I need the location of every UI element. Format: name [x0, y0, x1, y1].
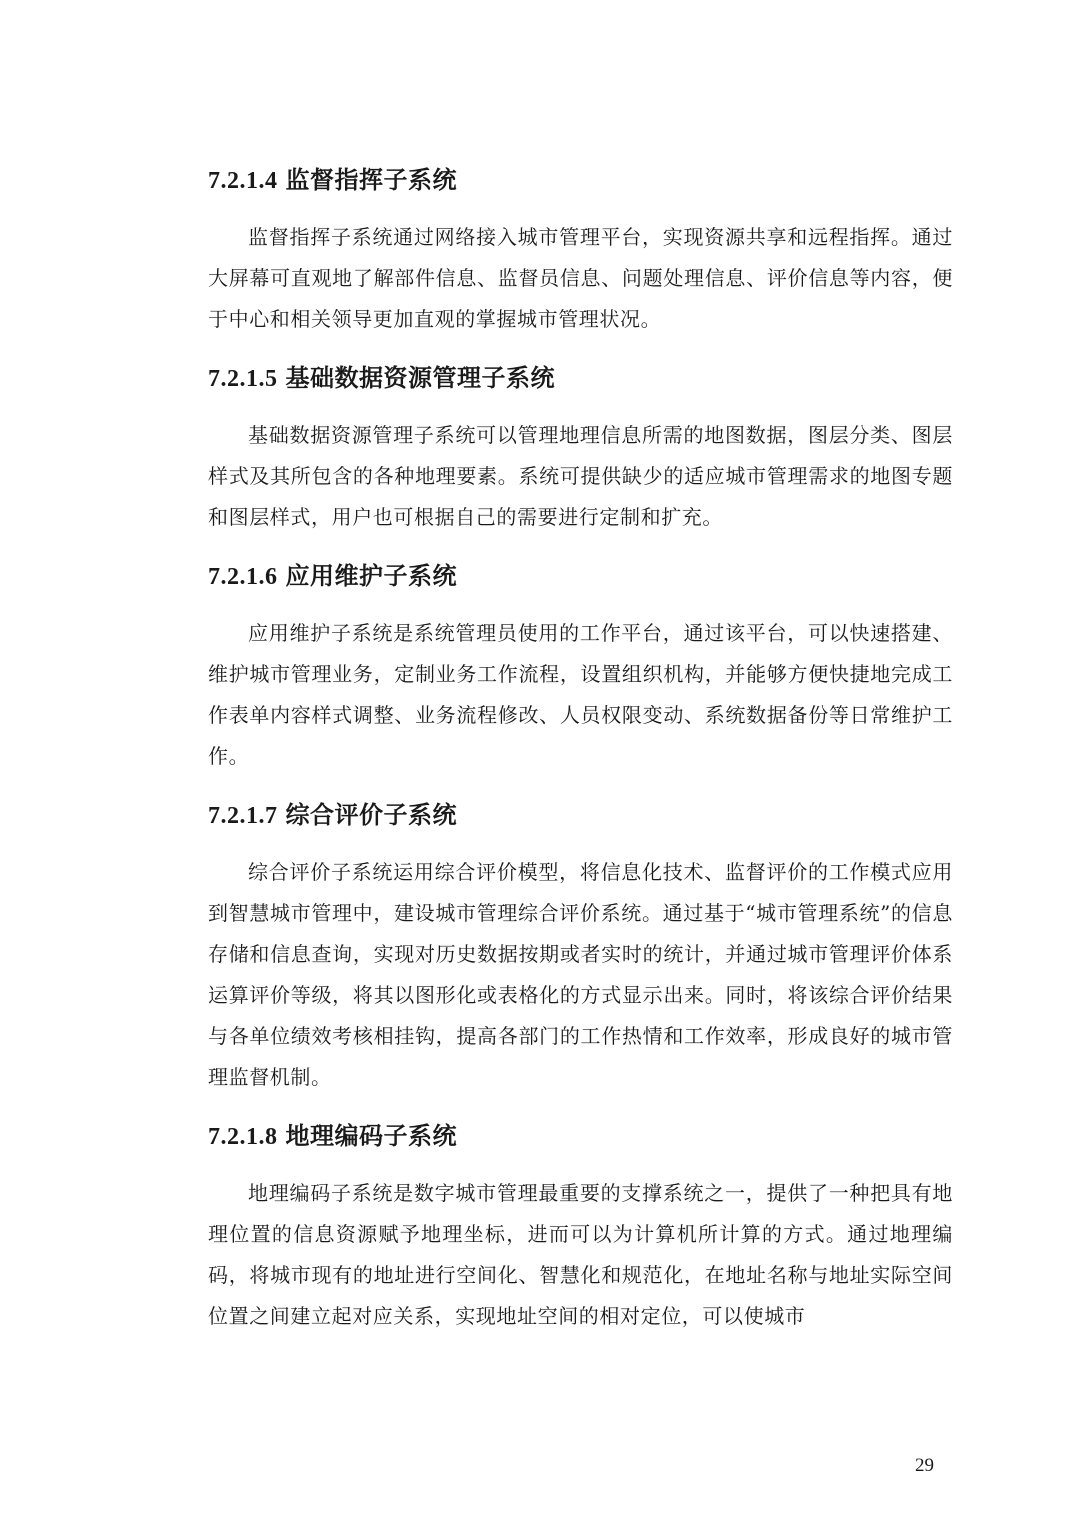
section-title: 综合评价子系统	[285, 801, 457, 829]
section-heading	[208, 556, 953, 597]
section-title: 地理编码子系统	[285, 1122, 457, 1150]
section-heading	[208, 1116, 953, 1157]
section-heading	[208, 160, 953, 201]
section-heading	[208, 358, 953, 399]
section-paragraph: 综合评价子系统运用综合评价模型，将信息化技术、监督评价的工作模式应用到智慧城市管理中，建设城市管理综合评价系统。通过基于“城市管理系统”的信息存储和信息查询，实现对历史数据按期或者实时的统计，并通过城市管理评价体系运算评价等级，将其以图形化或表格化的方式显示出来。同时，将该综合评价结果与各单位绩效考核相挂钩，提高各部门的工作热情和工作效率，形成良好的城市管理监督机制。	[208, 860, 953, 1089]
section-paragraph: 基础数据资源管理子系统可以管理地理信息所需的地图数据，图层分类、图层样式及其所包含的各种地理要素。系统可提供缺少的适应城市管理需求的地图专题和图层样式，用户也可根据自己的需要进行定制和扩充。	[208, 423, 953, 529]
section-number: 7.2.1.8	[208, 1124, 278, 1150]
section-paragraph: 地理编码子系统是数字城市管理最重要的支撑系统之一，提供了一种把具有地理位置的信息资源赋予地理坐标，进而可以为计算机所计算的方式。通过地理编码，将城市现有的地址进行空间化、智慧化和规范化，在地址名称与地址实际空间位置之间建立起对应关系，实现地址空间的相对定位，可以使城市	[208, 1181, 953, 1328]
section-number: 7.2.1.4	[208, 168, 278, 194]
section-title: 应用维护子系统	[285, 562, 457, 590]
section-number: 7.2.1.6	[208, 564, 278, 590]
section-paragraph: 应用维护子系统是系统管理员使用的工作平台，通过该平台，可以快速搭建、维护城市管理业务，定制业务工作流程，设置组织机构，并能够方便快捷地完成工作表单内容样式调整、业务流程修改、人员权限变动、系统数据备份等日常维护工作。	[208, 621, 953, 768]
section-7-2-1-8	[208, 1116, 953, 1337]
section-title: 监督指挥子系统	[285, 166, 457, 194]
section-number: 7.2.1.7	[208, 803, 278, 829]
page-content	[208, 160, 953, 1355]
section-7-2-1-5	[208, 358, 953, 538]
section-7-2-1-4	[208, 160, 953, 340]
section-title: 基础数据资源管理子系统	[285, 364, 555, 392]
section-paragraph: 监督指挥子系统通过网络接入城市管理平台，实现资源共享和远程指挥。通过大屏幕可直观地了解部件信息、监督员信息、问题处理信息、评价信息等内容，便于中心和相关领导更加直观的掌握城市管理状况。	[208, 225, 953, 331]
section-heading	[208, 795, 953, 836]
section-7-2-1-7	[208, 795, 953, 1098]
section-number: 7.2.1.5	[208, 366, 278, 392]
section-7-2-1-6	[208, 556, 953, 777]
page-number: 29	[915, 1455, 934, 1476]
